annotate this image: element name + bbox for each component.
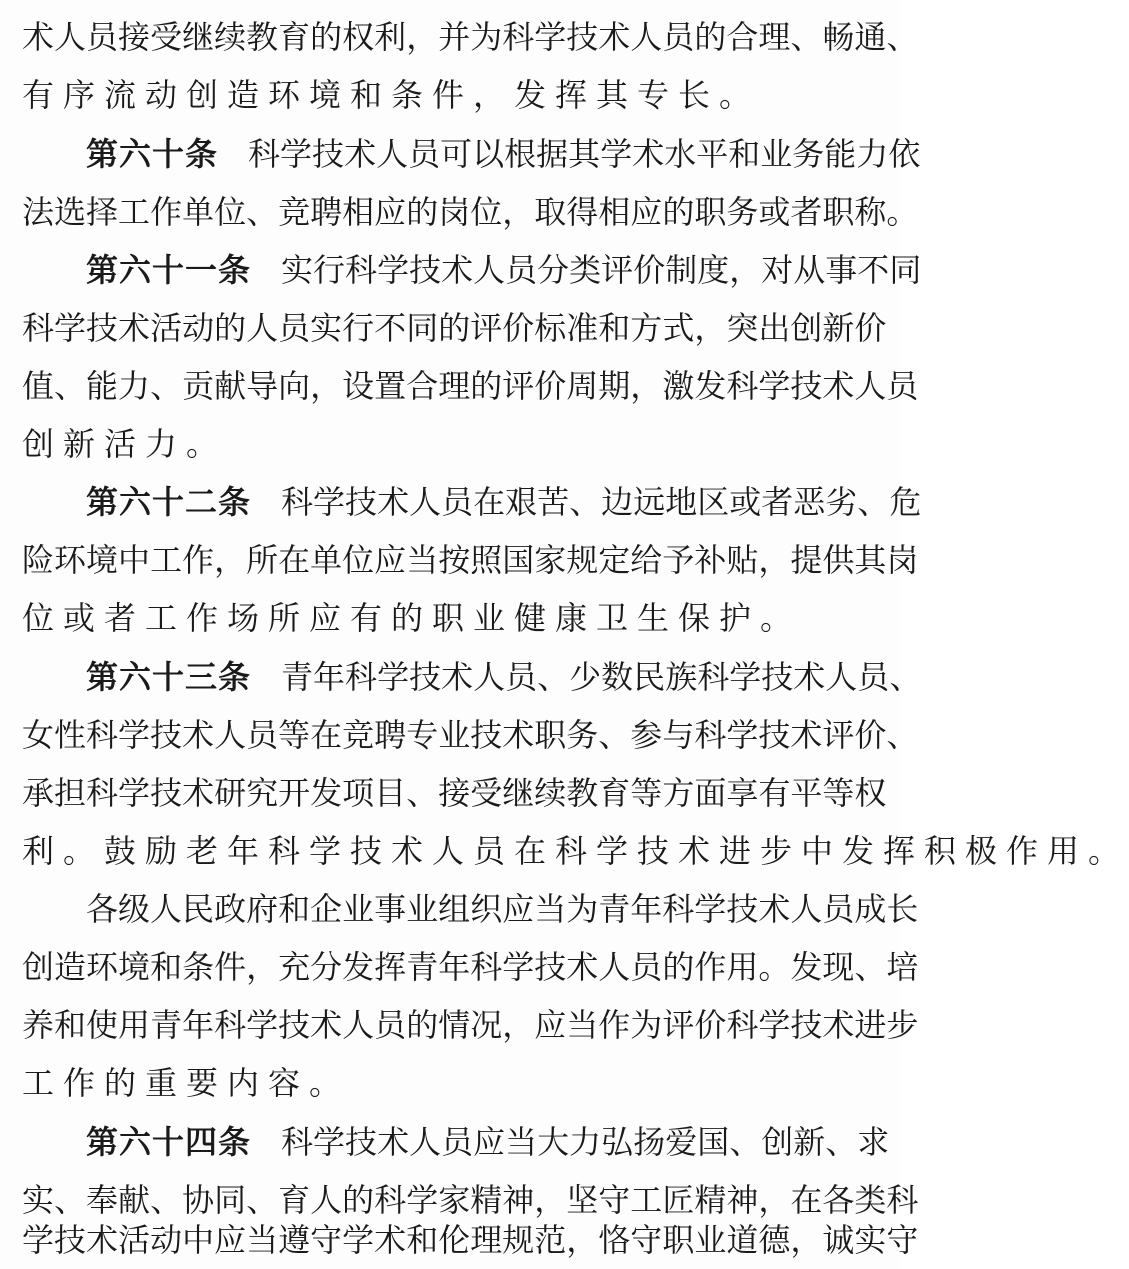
text-line bbox=[22, 589, 882, 647]
text-line bbox=[22, 66, 882, 124]
line-text: 有序流动创造环境和条件，发挥其专长。 bbox=[22, 76, 761, 114]
line-text: 科 学 技 术 人 员 可 以 根 据 其 学 术 水 平 和 业 务 能 力 依 bbox=[248, 135, 921, 173]
text-line bbox=[22, 299, 887, 357]
text-line bbox=[22, 706, 919, 764]
text-line bbox=[22, 996, 919, 1054]
line-text: 利。鼓励老年科学技术人员在科学技术进步中发挥积极作用。 bbox=[22, 832, 1129, 870]
text-line bbox=[22, 415, 882, 473]
article-first-line bbox=[86, 241, 922, 299]
line-text: 学 技 术 活 动 中 应 当 遵 守 学 术 和 伦 理 规 范 ， 恪 守 职 业 道 德 ， 诚 实 守 bbox=[22, 1221, 919, 1259]
line-text: 创 造 环 境 和 条 件 ， 充 分 发 挥 青 年 科 学 技 术 人 员 的 作 用 。 发 现 、 培 bbox=[22, 948, 919, 986]
article-number: 第六十条 bbox=[86, 135, 219, 173]
text-line bbox=[22, 531, 919, 589]
text-line bbox=[22, 1054, 882, 1112]
article-first-line bbox=[86, 473, 922, 531]
text-line bbox=[22, 357, 919, 415]
article-number: 第六十四条 bbox=[86, 1123, 252, 1161]
article-first-line bbox=[86, 1113, 890, 1171]
text-line bbox=[22, 1211, 919, 1269]
text-line bbox=[22, 8, 919, 66]
line-text: 科 学 技 术 人 员 在 艰 苦 、 边 远 地 区 或 者 恶 劣 、 危 bbox=[281, 483, 922, 521]
text-line bbox=[22, 938, 919, 996]
article-first-line bbox=[86, 648, 922, 706]
line-text: 女 性 科 学 技 术 人 员 等 在 竞 聘 专 业 技 术 职 务 、 参 与 科 学 技 术 评 价 、 bbox=[22, 716, 919, 754]
line-text: 实 行 科 学 技 术 人 员 分 类 评 价 制 度 ， 对 从 事 不 同 bbox=[281, 251, 922, 289]
line-text: 值 、 能 力 、 贡 献 导 向 ， 设 置 合 理 的 评 价 周 期 ， 激 发 科 学 技 术 人 员 bbox=[22, 367, 919, 405]
line-text: 各 级 人 民 政 府 和 企 业 事 业 组 织 应 当 为 青 年 科 学 技 术 人 员 成 长 bbox=[86, 890, 919, 928]
line-text: 术 人 员 接 受 继 续 教 育 的 权 利 ， 并 为 科 学 技 术 人 员 的 合 理 、 畅 通 、 bbox=[22, 18, 919, 56]
text-line bbox=[22, 822, 1129, 880]
text-line bbox=[22, 764, 887, 822]
text-line bbox=[22, 183, 919, 241]
line-text: 实 、 奉 献 、 协 同 、 育 人 的 科 学 家 精 神 ， 坚 守 工 匠 精 神 ， 在 各 类 科 bbox=[22, 1181, 919, 1219]
line-text: 青 年 科 学 技 术 人 员 、 少 数 民 族 科 学 技 术 人 员 、 bbox=[281, 658, 922, 696]
line-text: 险 环 境 中 工 作 ， 所 在 单 位 应 当 按 照 国 家 规 定 给 予 补 贴 ， 提 供 其 岗 bbox=[22, 541, 919, 579]
line-text: 法 选 择 工 作 单 位 、 竞 聘 相 应 的 岗 位 ， 取 得 相 应 的 职 务 或 者 职 称 。 bbox=[22, 193, 919, 231]
article-number: 第六十一条 bbox=[86, 251, 252, 289]
article-number: 第六十三条 bbox=[86, 658, 252, 696]
line-text: 养 和 使 用 青 年 科 学 技 术 人 员 的 情 况 ， 应 当 作 为 评 价 科 学 技 术 进 步 bbox=[22, 1006, 919, 1044]
line-text: 工作的重要内容。 bbox=[22, 1064, 351, 1102]
paragraph-first-line bbox=[86, 880, 919, 938]
line-text: 科 学 技 术 活 动 的 人 员 实 行 不 同 的 评 价 标 准 和 方 式 ， 突 出 创 新 价 bbox=[22, 309, 887, 347]
article-first-line bbox=[86, 125, 921, 183]
line-text: 承 担 科 学 技 术 研 究 开 发 项 目 、 接 受 继 续 教 育 等 方 面 享 有 平 等 权 bbox=[22, 774, 887, 812]
line-text: 创新活力。 bbox=[22, 425, 228, 463]
line-text: 科 学 技 术 人 员 应 当 大 力 弘 扬 爱 国 、 创 新 、 求 bbox=[281, 1123, 890, 1161]
article-number: 第六十二条 bbox=[86, 483, 252, 521]
line-text: 位或者工作场所应有的职业健康卫生保护。 bbox=[22, 599, 802, 637]
